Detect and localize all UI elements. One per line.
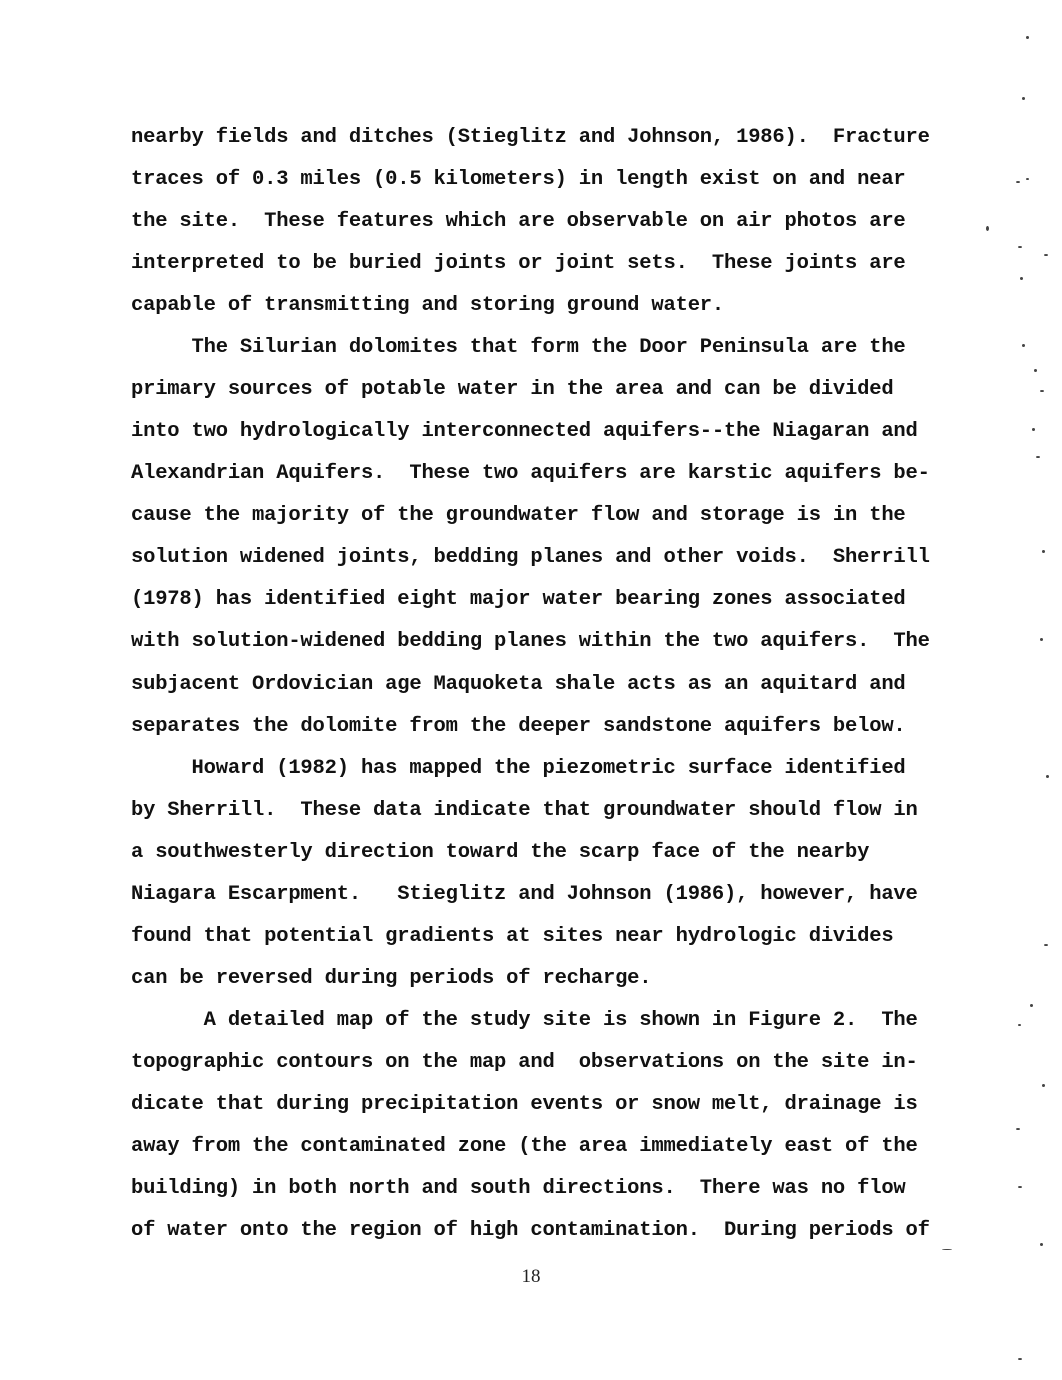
text-line-14: subjacent Ordovician age Maquoketa shale acts as an aquitard and (131, 673, 906, 696)
text-line-22: A detailed map of the study site is shown in Figure 2. The (131, 1009, 918, 1032)
text-line-10: cause the majority of the groundwater flow and storage is in the (131, 504, 906, 527)
text-line-11: solution widened joints, bedding planes and other voids. Sherrill (131, 546, 930, 569)
text-line-25: away from the contaminated zone (the area immediately east of the (131, 1135, 918, 1158)
text-line-12: (1978) has identified eight major water bearing zones associated (131, 588, 906, 611)
text-line-4: interpreted to be buried joints or joint sets. These joints are (131, 252, 906, 275)
text-line-26: building) in both north and south directions. There was no flow (131, 1177, 906, 1200)
text-line-21: can be reversed during periods of recharge. (131, 967, 652, 990)
text-line-19: Niagara Escarpment. Stieglitz and Johnson (1986), however, have (131, 883, 918, 906)
text-line-9: Alexandrian Aquifers. These two aquifers are karstic aquifers be- (131, 462, 930, 485)
text-line-23: topographic contours on the map and observations on the site in- (131, 1051, 918, 1074)
text-line-7: primary sources of potable water in the area and can be divided (131, 378, 894, 401)
text-line-6: The Silurian dolomites that form the Door Peninsula are the (131, 336, 906, 359)
text-line-3: the site. These features which are observable on air photos are (131, 210, 906, 233)
text-line-27: of water onto the region of high contamination. During periods of (131, 1219, 930, 1242)
text-line-5: capable of transmitting and storing ground water. (131, 294, 724, 317)
text-line-13: with solution-widened bedding planes within the two aquifers. The (131, 630, 930, 653)
text-line-2: traces of 0.3 miles (0.5 kilometers) in length exist on and near (131, 168, 906, 191)
page-number: 18 (521, 1266, 541, 1287)
text-line-24: dicate that during precipitation events or snow melt, drainage is (131, 1093, 918, 1116)
text-line-15: separates the dolomite from the deeper sandstone aquifers below. (131, 715, 906, 738)
text-line-8: into two hydrologically interconnected aquifers--the Niagaran and (131, 420, 918, 443)
text-line-20: found that potential gradients at sites near hydrologic divides (131, 925, 894, 948)
text-line-16: Howard (1982) has mapped the piezometric surface identified (131, 757, 906, 780)
text-line-1: nearby fields and ditches (Stieglitz and Johnson, 1986). Fracture (131, 126, 930, 149)
text-line-18: a southwesterly direction toward the scarp face of the nearby (131, 841, 870, 864)
text-line-17: by Sherrill. These data indicate that groundwater should flow in (131, 799, 918, 822)
